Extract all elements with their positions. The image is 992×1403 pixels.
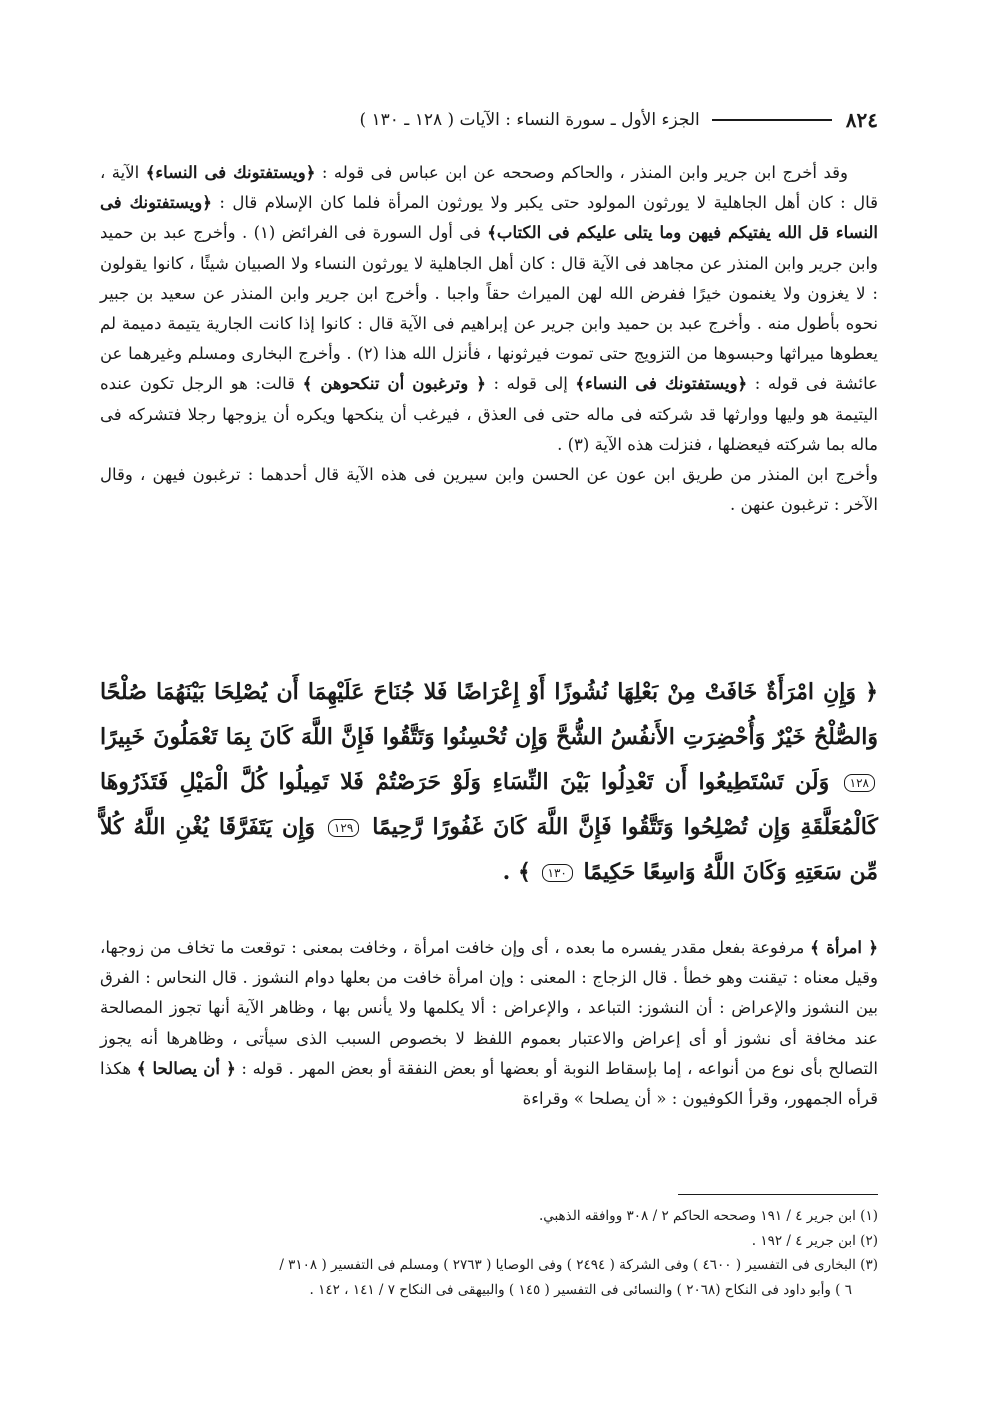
verse-number-129: ١٢٩ [328, 819, 359, 837]
body-text-segment: الآية ، قال : كان أهل الجاهلية لا يورثون المولود حتى يكبر ولا يورثون المرأة فلما كان الإسلام قال : [100, 163, 878, 213]
body-paragraph-1 [100, 158, 878, 460]
footnote-separator [678, 1194, 878, 1195]
body-text-segment: وقد أخرج ابن جرير وابن المنذر ، والحاكم وصححه عن ابن عباس فى قوله : [321, 163, 848, 182]
running-header [100, 104, 878, 136]
body-paragraph-2: وأخرج ابن المنذر من طريق ابن عون عن الحسن وابن سيرين فى هذه الآية قال أحدهما : ترغبون فيهن ، وقال الآخر : ترغبون عنهن . [100, 465, 878, 515]
page-number: ٨٢٤ [845, 108, 878, 132]
quoted-verse: ﴿ وترغبون أن تنكحوهن ﴾ [302, 374, 486, 394]
body-text-segment: إلى قوله : [493, 374, 568, 394]
footnote-1: (١) ابن جرير ٤ / ١٩١ وصححه الحاكم ٢ / ٣٠٨ ووافقه الذهبي. [538, 1208, 878, 1224]
footnote-3: (٣) البخارى فى التفسير ( ٤٦٠٠ ) وفى الشركة ( ٢٤٩٤ ) وفى الوصايا ( ٢٧٦٣ ) ومسلم فى التفسير ( ٣١٠٨ / [279, 1257, 878, 1273]
body-text-segment: قالت: هو الرجل تكون عنده اليتيمة هو وليها ووارثها قد شركته فى ماله حتى فى العذق ، فيرغب أن ينكحها ويكره أن يزوجها رجلا فتشركه فى ماله بما شركته فيعضلها ، فنزلت هذه الآية (٣) . [100, 374, 878, 454]
verse-128: ﴿ وَإِنِ امْرَأَةٌ خَافَتْ مِنْ بَعْلِهَا نُشُوزًا أَوْ إِعْرَاضًا فَلا جُنَاحَ عَلَيْهِمَا أَن يُصْلِحَا بَيْنَهُمَا صُلْحًا وَالصُّلْحُ خَيْرٌ وَأُحْضِرَتِ الأَنفُسُ الشُّحَّ وَإِن تُحْسِنُوا وَتَتَّقُوا فَإِنَّ اللَّهَ كَانَ بِمَا تَعْمَلُونَ خَبِيرًا [100, 679, 878, 750]
verse-block [100, 670, 878, 895]
quran-verses [100, 670, 878, 895]
quoted-word: ﴿ امرأة ﴾ [810, 938, 878, 957]
verse-number-128: ١٢٨ [844, 774, 875, 792]
header-rule [712, 119, 832, 121]
footnotes [100, 1204, 878, 1302]
verse-number-130: ١٣٠ [542, 864, 573, 882]
quoted-verse: ﴿ويستفتونك فى النساء قل الله يفتيكم فيهن وما يتلى عليكم فى الكتاب﴾ [100, 193, 879, 243]
commentary-text-segment: هكذا قرأه الجمهور، وقرأ الكوفيون : « أن يصلحا » وقراءة [100, 1058, 878, 1109]
header-title: الجزء الأول ـ سورة النساء : الآيات ( ١٢٨ ـ ١٣٠ ) [359, 110, 700, 130]
quoted-verse: ﴿ويستفتونك فى النساء﴾ [145, 163, 316, 182]
commentary-text-segment: مرفوعة بفعل مقدر يفسره ما بعده ، أى وإن خافت امرأة ، وخافت بمعنى : توقعت ما تخاف من زوجها، وقيل معناه : تيقنت وهو خطأ . قال الزجاج : المعنى : وإن امرأة خافت من بعلها دوام النشوز . قال النحاس : الفرق بين النشوز والإعراض : أن النشوز: التباعد ، والإعراض : ألا يكلمها ولا يأنس بها ، وظاهر الآية أنها تجوز المصالحة عند مخافة أى نشوز أو أى إعراض والاعتبار بعموم اللفظ لا بخصوص السبب الذى سيأتى ، وظاهرها أنه يجوز التصالح بأى نوع من أنواعه ، إما بإسقاط النوبة أو بعضها أو بعض النفقة أو بعض المهر . قوله : [100, 938, 879, 1078]
footnote-3-continued: ٦ ) وأبو داود فى النكاح (٢٠٦٨ ) والنسائى فى التفسير ( ١٤٥ ) والبيهقى فى النكاح ٧ / ١٤١ ، ١٤٢ . [309, 1281, 852, 1298]
footnote-2: (٢) ابن جرير ٤ / ١٩٢ . [751, 1232, 878, 1249]
verse-close-bracket: ﴾ . [502, 859, 531, 885]
body-text [100, 158, 878, 520]
commentary [100, 933, 878, 1114]
quoted-verse: ﴿ويستفتونك فى النساء﴾ [575, 374, 748, 394]
verse-130: وَإِن يَتَفَرَّقَا يُغْنِ اللَّهُ كُلاًّ مِّن سَعَتِهِ وَكَانَ اللَّهُ وَاسِعًا حَكِيمًا [100, 814, 878, 885]
commentary-paragraph [100, 933, 878, 1114]
body-text-segment: فى أول السورة فى الفرائض (١) . وأخرج عبد بن حميد وابن جرير وابن المنذر عن مجاهد فى الآية قال : كان أهل الجاهلية لا يورثون النساء ولا الصبيان شيئًا ، كانوا يقولون : لا يغزون ولا يغنمون خيرًا ففرض الله لهن الميراث حقاً واجبا . وأخرج ابن جرير وابن المنذر عن سعيد بن جبير نحوه بأطول منه . وأخرج عبد بن حميد وابن جرير عن إبراهيم فى الآية قال : كانوا إذا كانت الجارية يتيمة دميمة لم يعطوها ميراثها وحبسوها من التزويج حتى تموت فيرثونها ، فأنزل الله هذا (٢) . وأخرج البخارى ومسلم وغيرهما عن عائشة فى قوله : [100, 223, 878, 394]
quoted-word: ﴿ أن يصالحا ﴾ [136, 1058, 236, 1078]
verse-129: وَلَن تَسْتَطِيعُوا أَن تَعْدِلُوا بَيْنَ النِّسَاءِ وَلَوْ حَرَصْتُمْ فَلا تَمِيلُوا كُلَّ الْمَيْلِ فَتَذَرُوهَا كَالْمُعَلَّقَةِ وَإِن تُصْلِحُوا وَتَتَّقُوا فَإِنَّ اللَّهَ كَانَ غَفُورًا رَّحِيمًا [100, 769, 878, 840]
